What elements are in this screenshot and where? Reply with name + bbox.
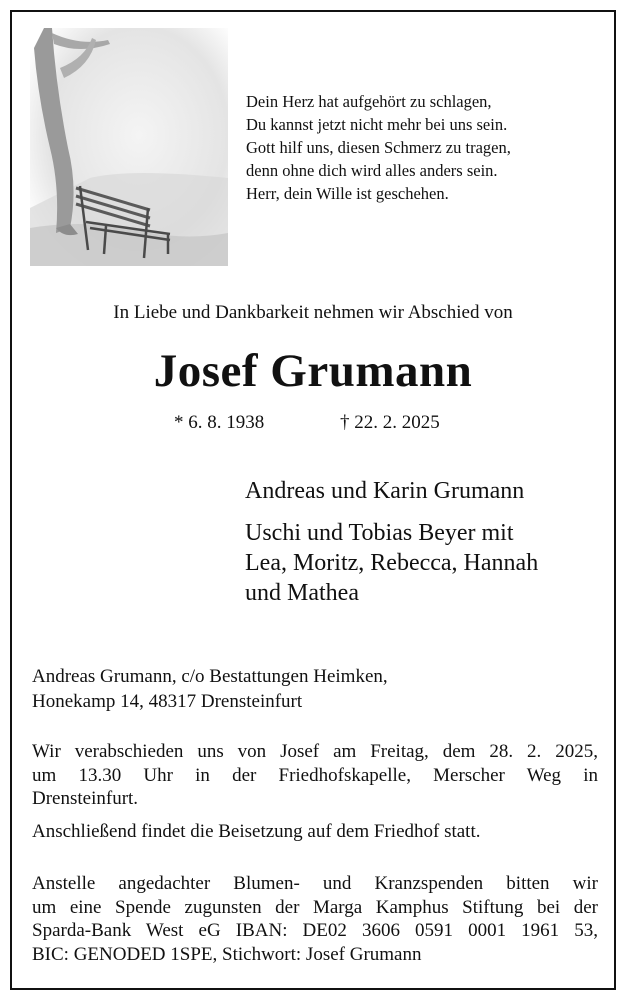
poem-line: Dein Herz hat aufgehört zu schlagen,: [246, 92, 492, 111]
poem: [246, 90, 511, 205]
family-line: Uschi und Tobias Beyer mit: [245, 520, 514, 546]
paragraph-line: Anstelle angedachter Blumen- und Kranzspenden bitten wir: [32, 873, 598, 894]
poem-line: Gott hilf uns, diesen Schmerz zu tragen,: [246, 138, 511, 157]
farewell-paragraph: [32, 740, 602, 811]
poem-line: Herr, dein Wille ist geschehen.: [246, 184, 449, 203]
paragraph-line: Wir verabschieden uns von Josef am Freitag, dem 28. 2. 2025,: [32, 741, 598, 762]
poem-line: denn ohne dich wird alles anders sein.: [246, 161, 498, 180]
address-line: Honekamp 14, 48317 Drensteinfurt: [32, 691, 303, 712]
paragraph-line: BIC: GENODED 1SPE, Stichwort: Josef Grumann: [32, 943, 422, 965]
family-line: Andreas und Karin Grumann: [245, 478, 525, 504]
family-line: und Mathea: [245, 580, 359, 606]
paragraph-line: Sparda-Bank West eG IBAN: DE02 3606 0591 0001 1961 53,: [32, 920, 598, 941]
family-line: Lea, Moritz, Rebecca, Hannah: [245, 550, 539, 576]
bench-tree-illustration: [30, 28, 228, 266]
obituary-notice: [10, 10, 616, 990]
paragraph-line: um 13.30 Uhr in der Friedhofskapelle, Merscher Weg in: [32, 764, 598, 786]
paragraph-line: Drensteinfurt.: [32, 788, 139, 809]
family-group: [245, 518, 538, 608]
intro-text: In Liebe und Dankbarkeit nehmen wir Abschied von: [113, 302, 513, 323]
donation-paragraph: [32, 872, 602, 966]
death-date: † 22. 2. 2025: [340, 412, 440, 433]
paragraph-line: um eine Spende zugunsten der Marga Kamphus Stiftung bei der: [32, 896, 598, 918]
contact-address: [32, 664, 388, 714]
deceased-name: Josef Grumann: [153, 345, 473, 397]
family-group: [245, 476, 524, 506]
address-line: Andreas Grumann, c/o Bestattungen Heimken,: [32, 666, 388, 687]
burial-paragraph: [32, 820, 602, 844]
birth-date: * 6. 8. 1938: [174, 412, 265, 433]
poem-line: Du kannst jetzt nicht mehr bei uns sein.: [246, 115, 508, 134]
paragraph-line: Anschließend findet die Beisetzung auf dem Friedhof statt.: [32, 821, 481, 842]
